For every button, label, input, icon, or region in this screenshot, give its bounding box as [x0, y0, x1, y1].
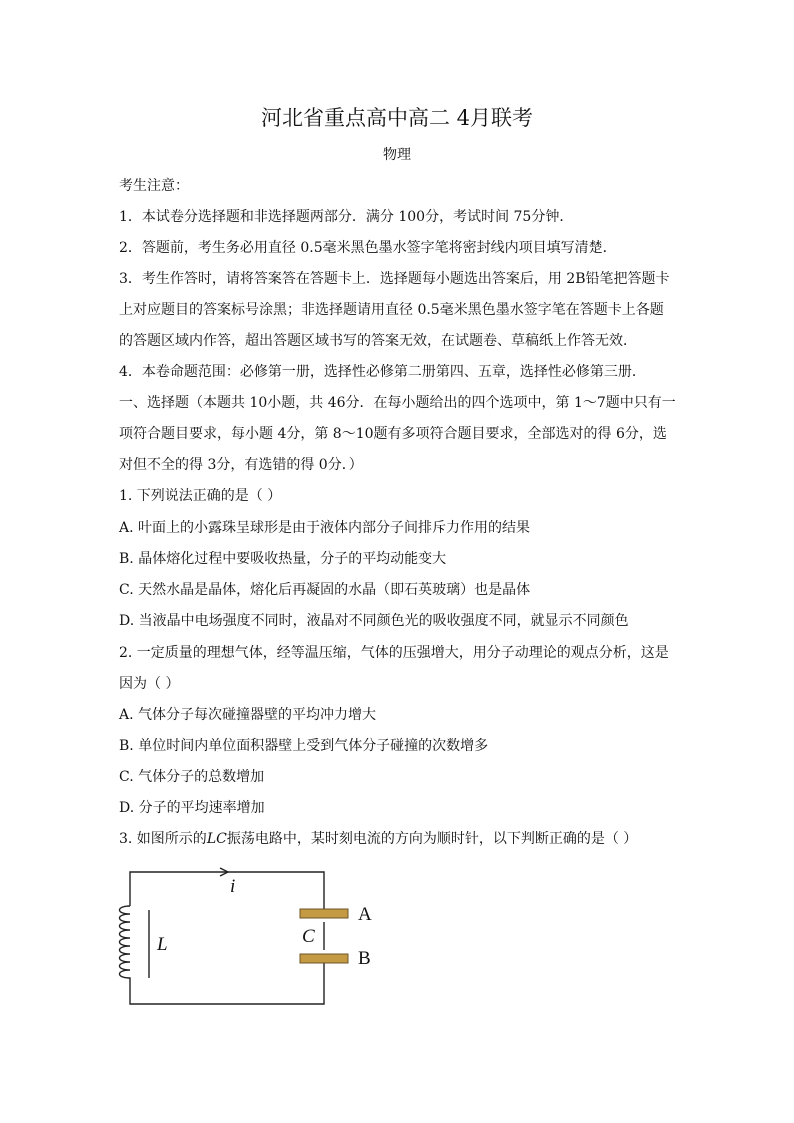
question-2-option-d: D. 分子的平均速率增加	[119, 800, 265, 816]
question-3-stem-lc: LC	[206, 831, 227, 847]
section-instructions: 一、选择题（本题共 10小题，共 46分．在每小题给出的四个选项中，第 1～7题中只有一	[119, 395, 676, 411]
notice-line: 4．本卷命题范围：必修第一册，选择性必修第二册第四、五章，选择性必修第三册．	[119, 364, 646, 380]
notice-line: 1．本试卷分选择题和非选择题两部分．满分 100分，考试时间 75分钟．	[119, 209, 574, 225]
section-instructions: 对但不全的得 3分，有选错的得 0分．）	[119, 457, 363, 473]
notice-heading: 考生注意：	[119, 178, 189, 194]
question-2-option-a: A. 气体分子每次碰撞器壁的平均冲力增大	[119, 707, 377, 723]
notice-line: 3．考生作答时，请将答案答在答题卡上．选择题每小题选出答案后，用 2B铅笔把答题卡	[119, 271, 670, 287]
current-label: i	[230, 876, 236, 897]
circuit-wire-top	[130, 872, 324, 909]
question-3-stem-pre: 3. 如图所示的	[119, 831, 207, 847]
plate-b-label: B	[358, 948, 371, 969]
capacitor-label: C	[302, 926, 315, 947]
question-1-option-d: D. 当液晶中电场强度不同时，液晶对不同颜色光的吸收强度不同，就显示不同颜色	[119, 613, 629, 629]
page-title: 河北省重点高中高二 4月联考	[260, 106, 534, 130]
question-1-option-c: C. 天然水晶是晶体，熔化后再凝固的水晶（即石英玻璃）也是晶体	[119, 582, 531, 598]
question-2-option-c: C. 气体分子的总数增加	[119, 769, 265, 785]
question-3-stem-post: 振荡电路中，某时刻电流的方向为顺时针，以下判断正确的是（ ）	[226, 831, 638, 847]
question-2-stem: 2. 一定质量的理想气体，经等温压缩，气体的压强增大，用分子动理论的观点分析，这是	[119, 645, 669, 661]
circuit-wire-bottom	[130, 962, 324, 1004]
subject-label: 物理	[383, 147, 411, 163]
question-1-stem: 1. 下列说法正确的是（ ）	[119, 488, 282, 504]
notice-line: 2．答题前，考生务必用直径 0.5毫米黑色墨水签字笔将密封线内项目填写清楚．	[119, 240, 617, 256]
inductor-label: L	[157, 934, 168, 955]
question-3-stem	[119, 829, 637, 849]
capacitor-plate-a	[300, 909, 348, 918]
inductor-coil	[120, 906, 131, 980]
question-1-option-a: A. 叶面上的小露珠呈球形是由于液体内部分子间排斥力作用的结果	[119, 520, 531, 536]
lc-circuit-diagram	[110, 858, 390, 1018]
notice-line: 上对应题目的答案标号涂黑；非选择题请用直径 0.5毫米黑色墨水签字笔在答题卡上各题	[119, 302, 664, 318]
plate-a-label: A	[358, 904, 372, 925]
question-2-stem-cont: 因为（ ）	[119, 676, 180, 692]
question-2-option-b: B. 单位时间内单位面积器壁上受到气体分子碰撞的次数增多	[119, 738, 489, 754]
section-instructions: 项符合题目要求，每小题 4分，第 8～10题有多项符合题目要求，全部选对的得 6分，选	[119, 426, 667, 442]
notice-line: 的答题区域内作答，超出答题区域书写的答案无效，在试题卷、草稿纸上作答无效．	[119, 333, 637, 349]
capacitor-plate-b	[300, 954, 348, 963]
question-1-option-b: B. 晶体熔化过程中要吸收热量，分子的平均动能变大	[119, 551, 447, 567]
